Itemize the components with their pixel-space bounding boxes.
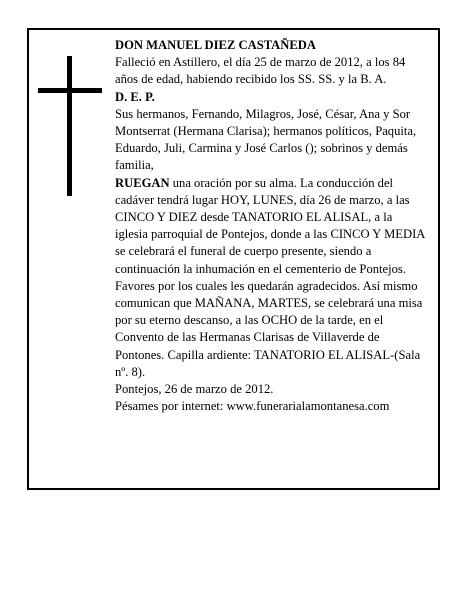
- dep-heading: D. E. P.: [115, 89, 155, 104]
- ruegan-label: RUEGAN: [115, 175, 170, 190]
- cross-horizontal-bar: [38, 88, 102, 93]
- ruegan-text: una oración por su alma. La conducción del cadáver tendrá lugar HOY, LUNES, día 26 de marzo, a las CINCO Y DIEZ desde TANATORIO EL ALISAL, a la iglesia parroquial de Pontejos, donde a las CINCO Y MEDIA se celebrará el funeral de cuerpo presente, siendo a continuación la inhumación en el cementerio de Pontejos. Favores por los cuales les quedarán agradecidos. Así mismo comunican que MAÑANA, MARTES, se celebrará una misa por su eterno descanso, a las OCHO de la tarde, en el Convento de las Hermanas Clarisas de Villaverde de Pontones. Capilla ardiente: TANATORIO EL ALISAL-(Sala nº. 8).: [115, 175, 425, 379]
- death-notice: Falleció en Astillero, el día 25 de marzo de 2012, a los 84 años de edad, habiendo recibido los SS. SS. y la B. A.: [115, 55, 406, 87]
- latin-cross-icon: [38, 56, 102, 196]
- cross-vertical-bar: [67, 56, 72, 196]
- ruegan-paragraph: [115, 175, 425, 381]
- condolences-line: Pésames por internet: www.funerarialamontanesa.com: [115, 399, 390, 414]
- obituary-text: [115, 37, 425, 415]
- place-date: Pontejos, 26 de marzo de 2012.: [115, 382, 274, 397]
- deceased-name: DON MANUEL DIEZ CASTAÑEDA: [115, 38, 316, 52]
- family-list: Sus hermanos, Fernando, Milagros, José, César, Ana y Sor Montserrat (Hermana Clarisa); hermanos políticos, Paquita, Eduardo, Juli, Carmina y José Carlos (); sobrinos y demás familia,: [115, 106, 417, 173]
